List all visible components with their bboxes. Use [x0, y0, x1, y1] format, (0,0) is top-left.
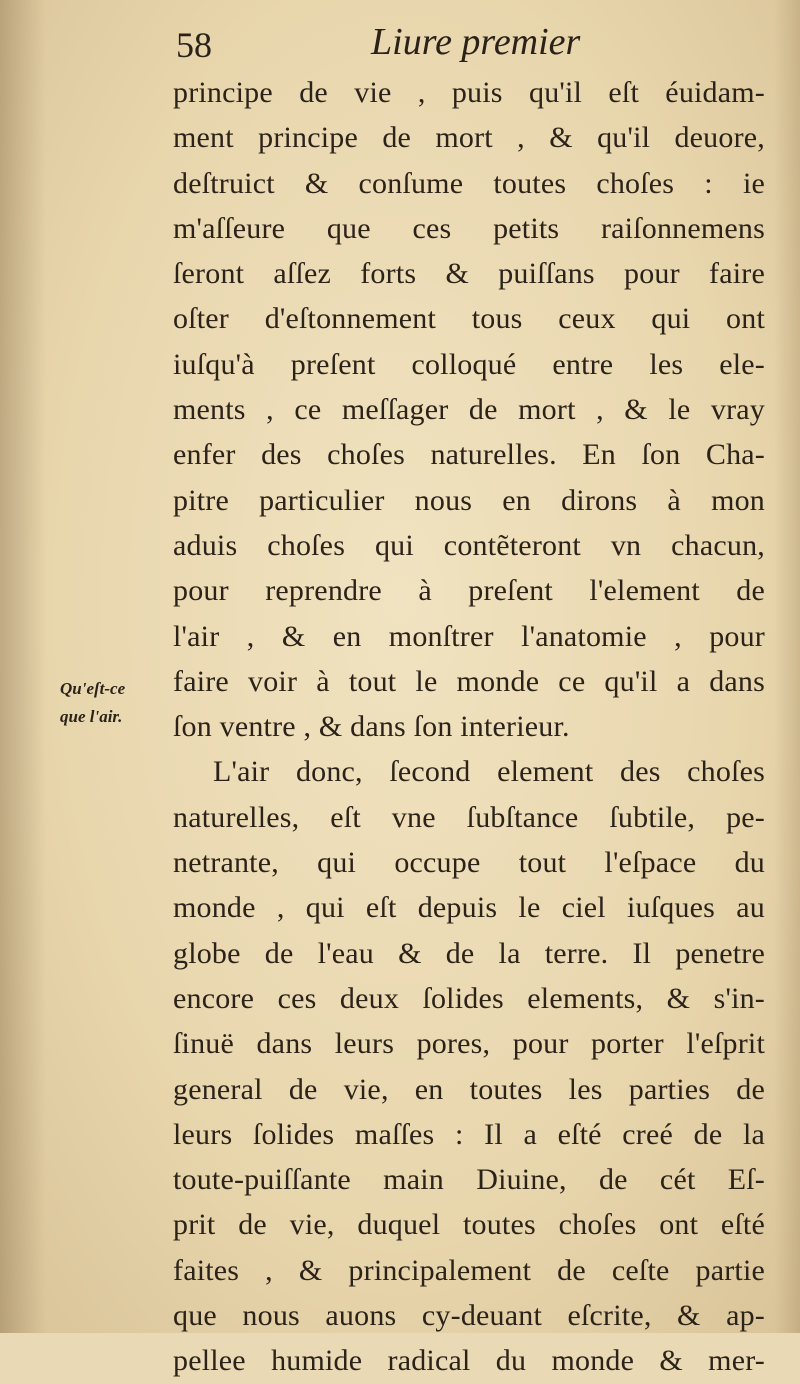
text-line: leurs ſolides maſſes : Il a eſté creé de la [173, 1117, 765, 1151]
text-line: pour reprendre à preſent l'element de [173, 574, 765, 608]
text-line: naturelles, eſt vne ſubſtance ſubtile, pe- [173, 800, 765, 834]
text-line: principe de vie , puis qu'il eſt éuidam- [173, 76, 765, 109]
text-line: monde , qui eſt depuis le ciel iuſques au [173, 891, 765, 925]
text-line: aduis choſes qui contẽteront vn chacun, [173, 528, 765, 562]
marginal-note-line: Qu'eſt-ce [60, 679, 126, 698]
text-line: prit de vie, duquel toutes choſes ont eſté [173, 1208, 765, 1242]
marginal-note-line: que l'air. [60, 707, 123, 726]
text-line: netrante, qui occupe tout l'eſpace du [173, 846, 765, 880]
text-line: L'air donc, ſecond element des choſes [213, 755, 765, 789]
text-line: que nous auons cy-deuant eſcrite, & ap- [173, 1299, 765, 1333]
page-number: 58 [176, 25, 212, 65]
text-line: encore ces deux ſolides elements, & s'in- [173, 981, 765, 1015]
text-line: ment principe de mort , & qu'il deuore, [173, 121, 765, 155]
page-header [176, 18, 596, 70]
text-line: l'air , & en monſtrer l'anatomie , pour [173, 619, 765, 653]
text-line: oſter d'eſtonnement tous ceux qui ont [173, 302, 765, 336]
text-line: m'aſſeure que ces petits raiſonnemens [173, 211, 765, 245]
text-line: ſeront aſſez forts & puiſſans pour faire [173, 257, 765, 291]
text-line: globe de l'eau & de la terre. Il penetre [173, 936, 765, 970]
running-title: Liure premier [371, 21, 581, 63]
text-line: ſinuë dans leurs pores, pour porter l'eſprit [173, 1027, 765, 1061]
text-line: faites , & principalement de ceſte partie [173, 1253, 765, 1287]
body-text [173, 70, 765, 1384]
text-line: ſon ventre , & dans ſon interieur. [173, 710, 570, 744]
text-line: deſtruict & conſume toutes choſes : ie [173, 166, 765, 200]
text-line: iuſqu'à preſent colloqué entre les ele- [173, 347, 765, 381]
text-line: pitre particulier nous en dirons à mon [173, 483, 765, 517]
text-line: toute-puiſſante main Diuine, de cét Eſ- [173, 1163, 765, 1197]
text-line: faire voir à tout le monde ce qu'il a dans [173, 664, 765, 698]
text-line: pellee humide radical du monde & mer- [173, 1344, 765, 1378]
text-line: general de vie, en toutes les parties de [173, 1072, 765, 1106]
text-line: enfer des choſes naturelles. En ſon Cha- [173, 438, 765, 472]
text-line: ments , ce meſſager de mort , & le vray [173, 393, 765, 427]
marginal-note [60, 675, 170, 731]
